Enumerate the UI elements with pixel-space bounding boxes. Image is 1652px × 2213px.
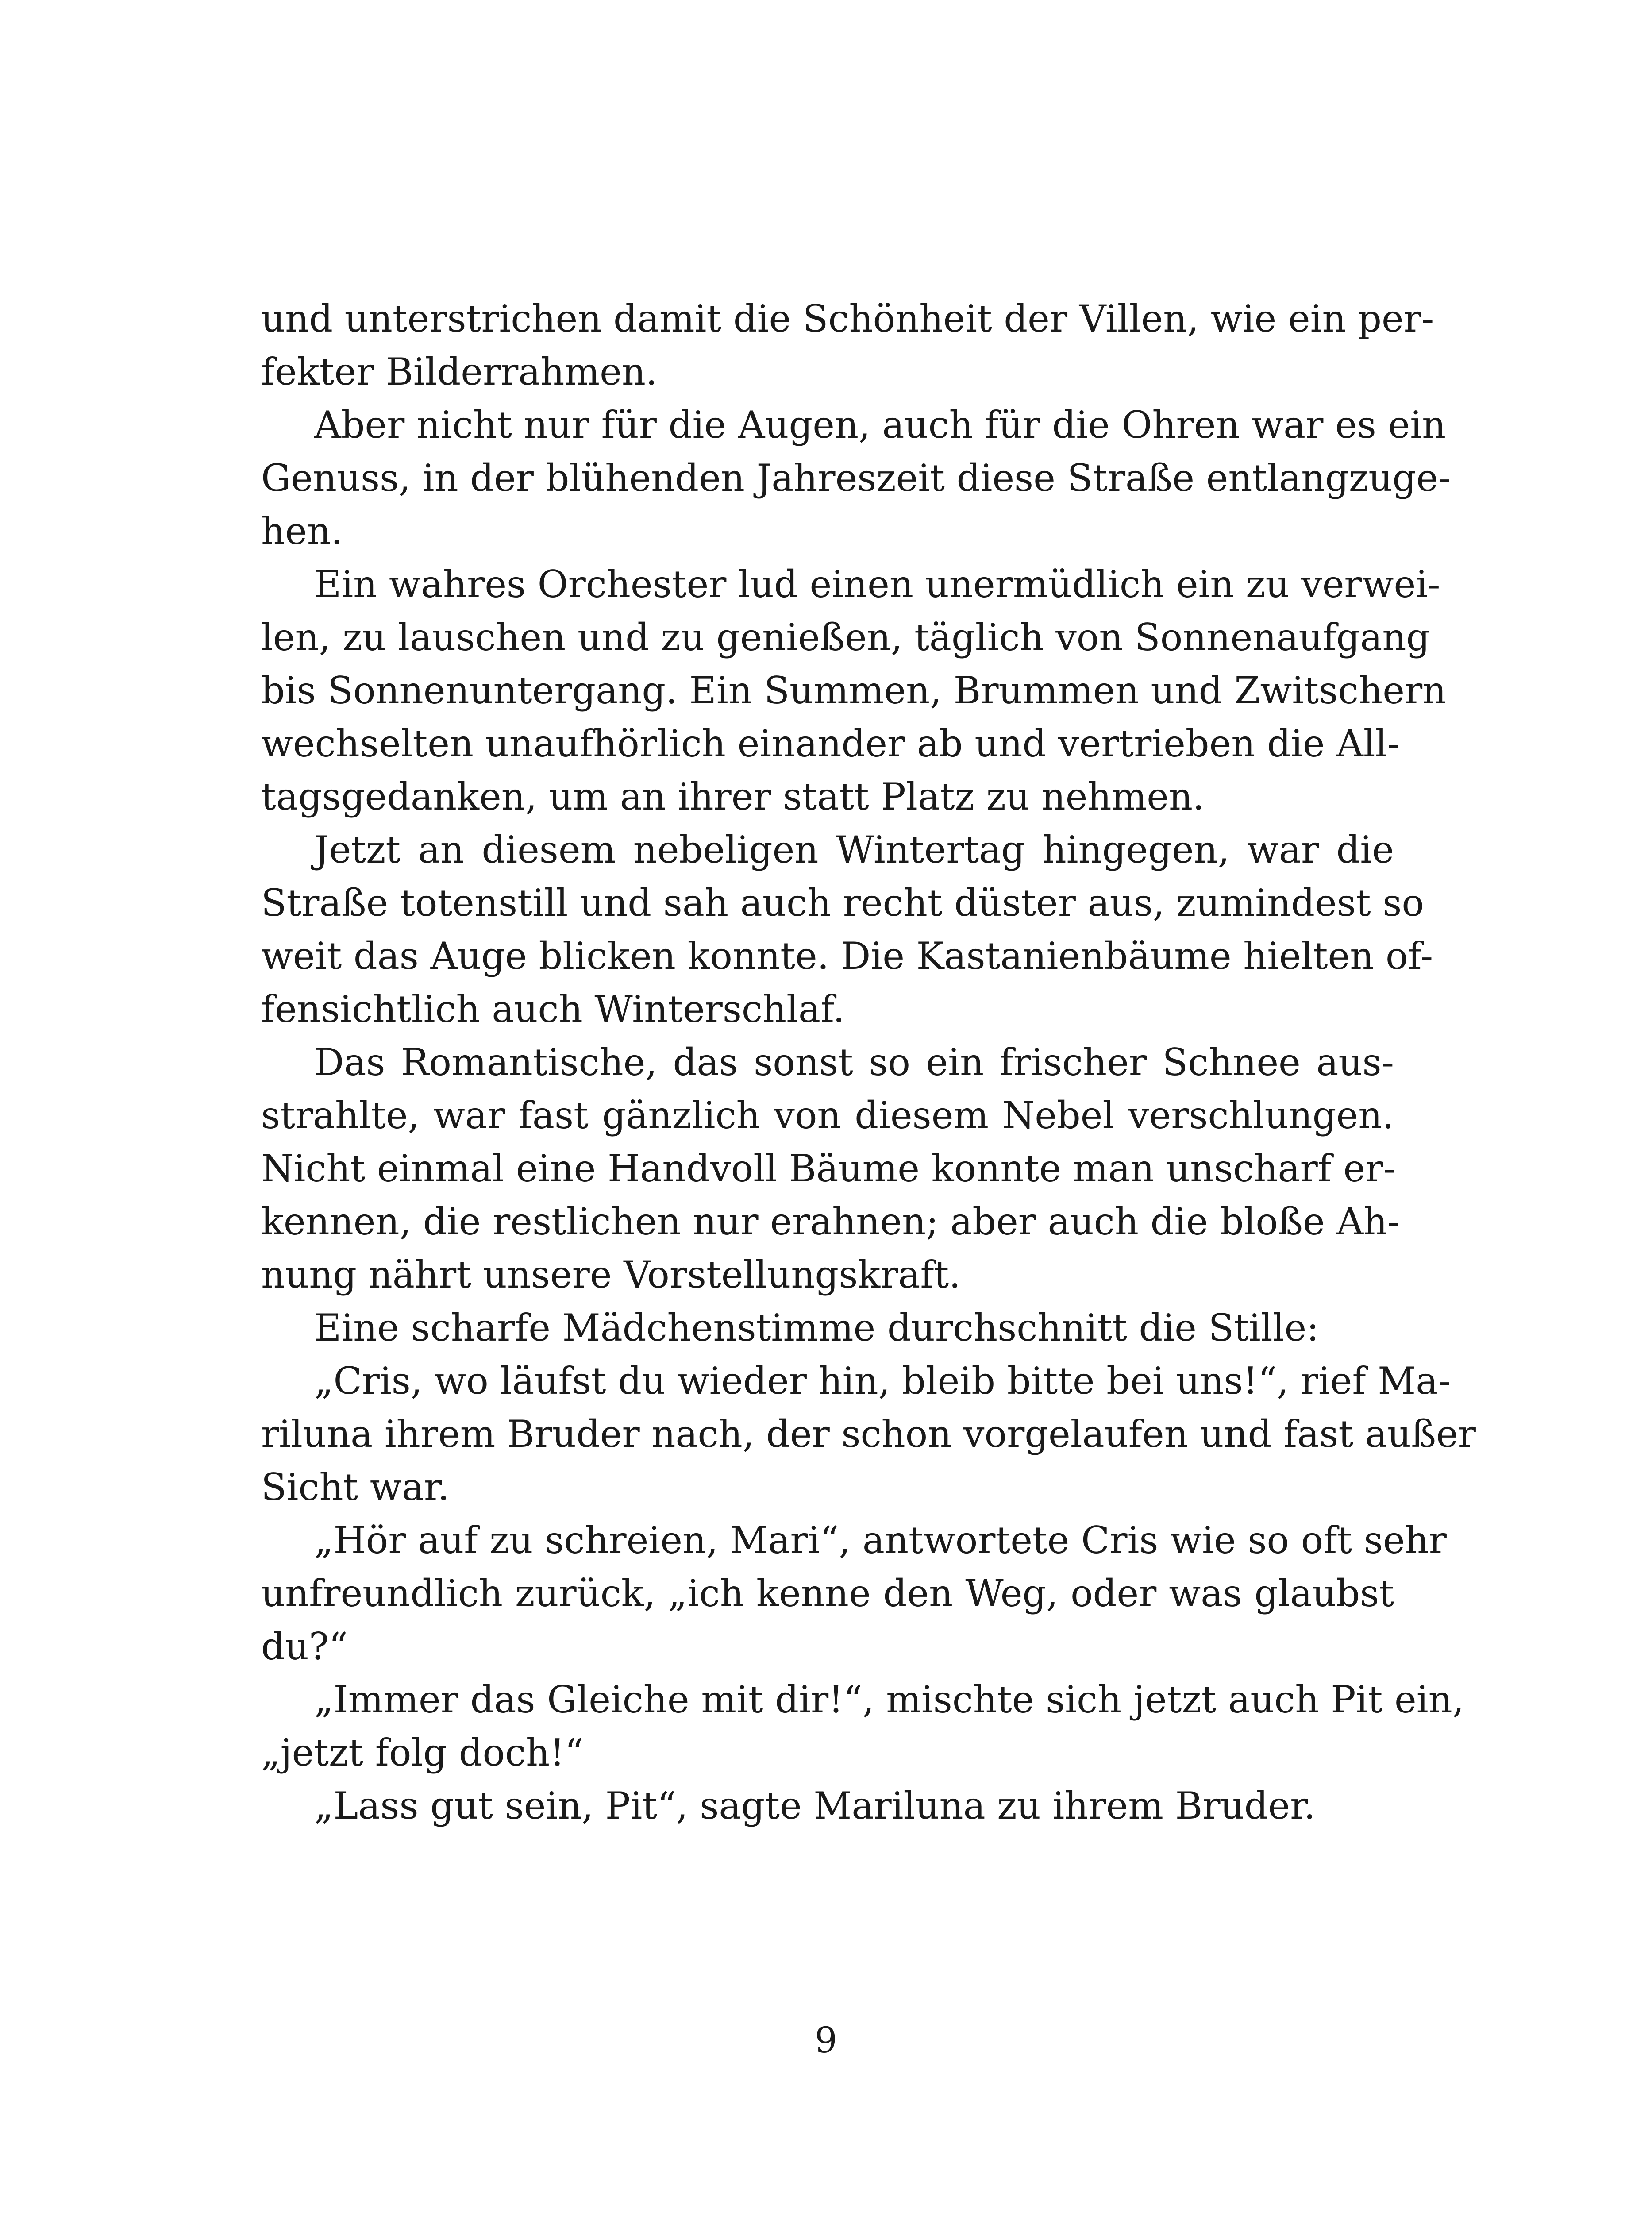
paragraph [261,292,1434,398]
text-line: Genuss, in der blühenden Jahreszeit diese Straße entlangzuge- [261,456,1451,500]
text-line: unfreundlich zurück, „ich kenne den Weg, oder was glaubst [261,1572,1394,1615]
text-line: Aber nicht nur für die Augen, auch für die Ohren war es ein [314,403,1446,447]
text-line: du?“ [261,1625,348,1668]
text-line: „Cris, wo läufst du wieder hin, bleib bitte bei uns!“, rief Ma- [314,1359,1451,1403]
text-line: weit das Auge blicken konnte. Die Kastanienbäume hielten of- [261,934,1433,978]
text-line: „Hör auf zu schreien, Mari“, antwortete Cris wie so oft sehr [314,1519,1447,1562]
text-line: Sicht war. [261,1465,450,1509]
text-line: kennen, die restlichen nur erahnen; aber auch die bloße Ah- [261,1200,1400,1243]
text-line: Eine scharfe Mädchenstimme durchschnitt die Stille: [314,1306,1319,1349]
text-line: Ein wahres Orchester lud einen unermüdlich ein zu verwei- [314,563,1440,606]
paragraph [261,558,1447,823]
paragraph [261,1301,1394,1354]
text-line: fekter Bilderrahmen. [261,350,658,393]
text-line: strahlte, war fast gänzlich von diesem Nebel verschlungen. [261,1094,1394,1137]
paragraph [261,1036,1400,1301]
text-line: Jetzt an diesem nebeligen Wintertag hingegen, war die [314,828,1394,871]
paragraph [261,1673,1464,1779]
paragraph [261,1514,1447,1673]
text-line: „Immer das Gleiche mit dir!“, mischte sich jetzt auch Pit ein, [314,1678,1464,1721]
text-line: riluna ihrem Bruder nach, der schon vorgelaufen und fast außer [261,1412,1476,1456]
text-line: „Lass gut sein, Pit“, sagte Mariluna zu ihrem Bruder. [314,1784,1316,1827]
page-number: 9 [815,2020,837,2061]
text-line: und unterstrichen damit die Schönheit der Villen, wie ein per- [261,297,1434,340]
paragraph [261,1354,1476,1514]
text-line: fensichtlich auch Winterschlaf. [261,987,845,1031]
text-line: Das Romantische, das sonst so ein frischer Schnee aus- [314,1041,1394,1084]
text-line: len, zu lauschen und zu genießen, täglich von Sonnenaufgang [261,616,1430,659]
text-line: bis Sonnenuntergang. Ein Summen, Brummen und Zwitschern [261,669,1447,712]
text-line: hen. [261,509,343,553]
text-line: „jetzt folg doch!“ [261,1731,584,1774]
paragraph [261,1779,1394,1832]
text-line: nung nährt unsere Vorstellungskraft. [261,1253,961,1296]
text-line: wechselten unaufhörlich einander ab und vertrieben die All- [261,722,1400,765]
paragraph [261,398,1451,558]
body-text [261,292,1476,1832]
text-line: Straße totenstill und sah auch recht düster aus, zumindest so [261,881,1424,925]
paragraph [261,823,1433,1036]
text-line: Nicht einmal eine Handvoll Bäume konnte man unscharf er- [261,1147,1396,1190]
text-line: tagsgedanken, um an ihrer statt Platz zu nehmen. [261,775,1205,818]
